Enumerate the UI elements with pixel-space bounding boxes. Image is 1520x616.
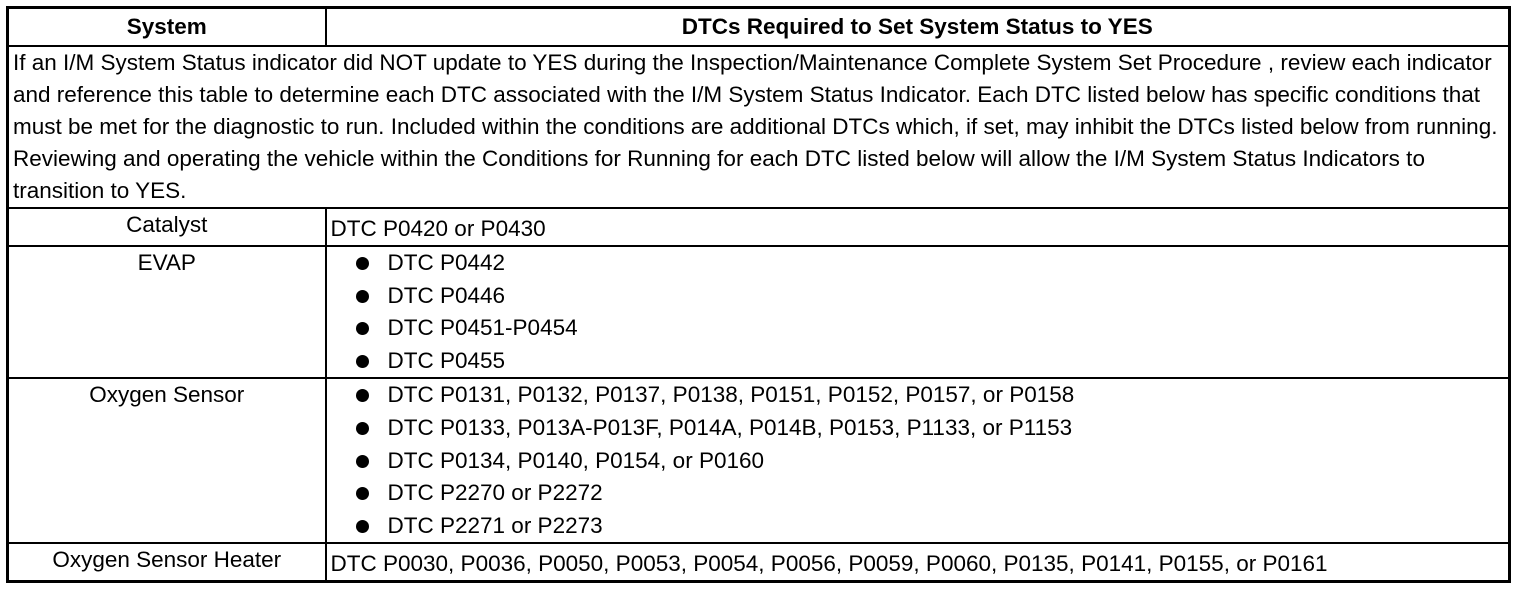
table-row	[8, 543, 1510, 582]
table-row	[8, 378, 1510, 543]
list-item: DTC P0451-P0454	[347, 312, 1505, 345]
intro-row	[8, 46, 1510, 208]
dtc-cell	[326, 246, 1510, 378]
list-item: DTC P0133, P013A-P013F, P014A, P014B, P0153, P1133, or P1153	[347, 412, 1505, 445]
dtc-list	[331, 247, 1505, 377]
dtc-table	[6, 6, 1511, 583]
dtc-document	[6, 6, 1508, 606]
list-item: DTC P0455	[347, 345, 1505, 378]
list-item: DTC P0446	[347, 280, 1505, 313]
header-dtcs: DTCs Required to Set System Status to YES	[326, 8, 1510, 47]
system-cell: Catalyst	[8, 208, 326, 246]
table-row	[8, 246, 1510, 378]
dtc-cell: DTC P0420 or P0430	[326, 208, 1510, 246]
dtc-cell: DTC P0030, P0036, P0050, P0053, P0054, P0056, P0059, P0060, P0135, P0141, P0155, or P0161	[326, 543, 1510, 582]
list-item: DTC P0442	[347, 247, 1505, 280]
system-cell: Oxygen Sensor	[8, 378, 326, 543]
dtc-cell	[326, 378, 1510, 543]
header-system: System	[8, 8, 326, 47]
header-row	[8, 8, 1510, 47]
list-item: DTC P0134, P0140, P0154, or P0160	[347, 445, 1505, 478]
system-cell: Oxygen Sensor Heater	[8, 543, 326, 582]
list-item: DTC P2271 or P2273	[347, 510, 1505, 543]
system-cell: EVAP	[8, 246, 326, 378]
list-item: DTC P2270 or P2272	[347, 477, 1505, 510]
list-item: DTC P0131, P0132, P0137, P0138, P0151, P0152, P0157, or P0158	[347, 379, 1505, 412]
dtc-list	[331, 379, 1505, 542]
table-row	[8, 208, 1510, 246]
intro-paragraph: If an I/M System Status indicator did NOT update to YES during the Inspection/Maintenance Complete System Set Procedure , review each indicator and reference this table to determine each DTC associated with the I/M System Status Indicator. Each DTC listed below has specific conditions that must be met for the diagnostic to run. Included within the conditions are additional DTCs which, if set, may inhibit the DTCs listed below from running. Reviewing and operating the vehicle within the Conditions for Running for each DTC listed below will allow the I/M System Status Indicators to transition to YES.	[8, 46, 1510, 208]
